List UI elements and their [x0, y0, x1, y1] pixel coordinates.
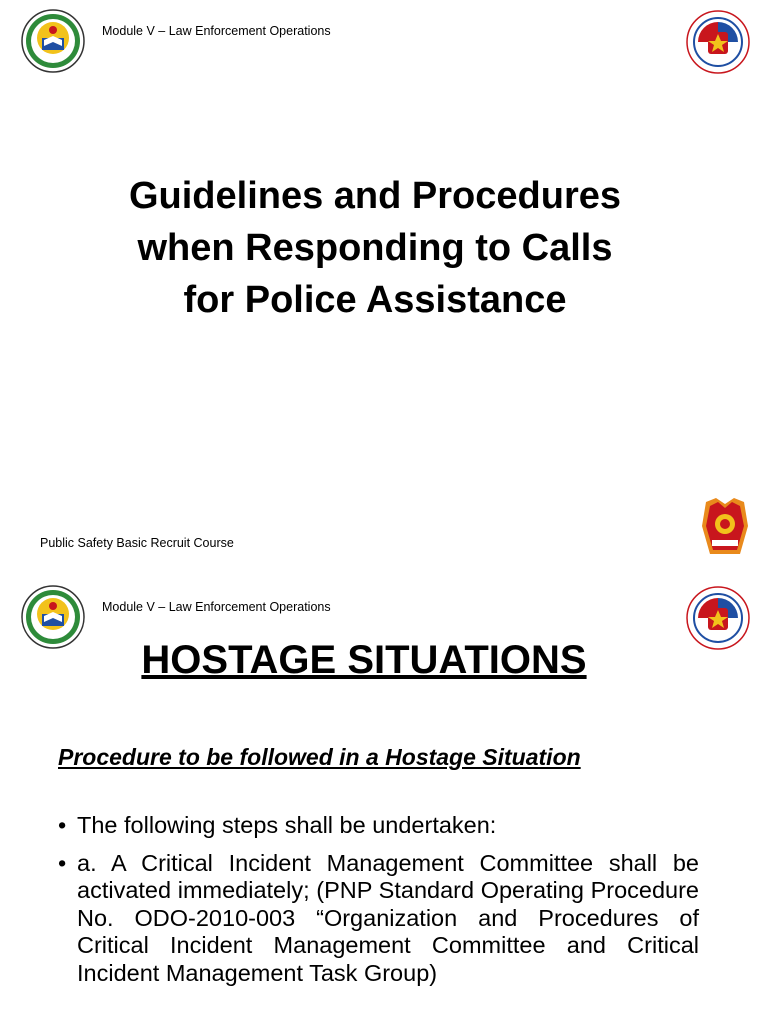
bullet-icon: •: [58, 812, 67, 838]
pnp-badge-icon: [700, 496, 750, 558]
slide-title-line: when Responding to Calls: [137, 227, 613, 269]
list-item: [58, 812, 699, 840]
pnp-training-seal-icon: [686, 10, 750, 74]
slide-title: [40, 170, 710, 326]
slide-title-line: Guidelines and Procedures: [128, 175, 622, 217]
slide-title-line: for Police Assistance: [183, 279, 567, 321]
hostage-slide: [0, 576, 768, 1024]
bullet-list: [58, 812, 699, 997]
list-item-text: The following steps shall be undertaken:: [77, 812, 497, 838]
list-item: [58, 850, 699, 988]
module-label: Module V – Law Enforcement Operations: [102, 600, 331, 614]
academy-seal-icon: [20, 8, 86, 74]
section-subheading: Procedure to be followed in a Hostage Situation: [58, 744, 581, 770]
slide-title: HOSTAGE SITUATIONS: [141, 638, 587, 682]
bullet-icon: •: [58, 849, 67, 876]
course-footer: Public Safety Basic Recruit Course: [40, 536, 234, 550]
list-item-text: a. A Critical Incident Management Committee shall be activated immediately; (PNP Standard Operating Procedure No. ODO-2010-003 “Organization and Procedures of Critical Incident Management Committee and Critical Incident Management Task Group): [77, 849, 699, 986]
module-label: Module V – Law Enforcement Operations: [102, 24, 331, 38]
